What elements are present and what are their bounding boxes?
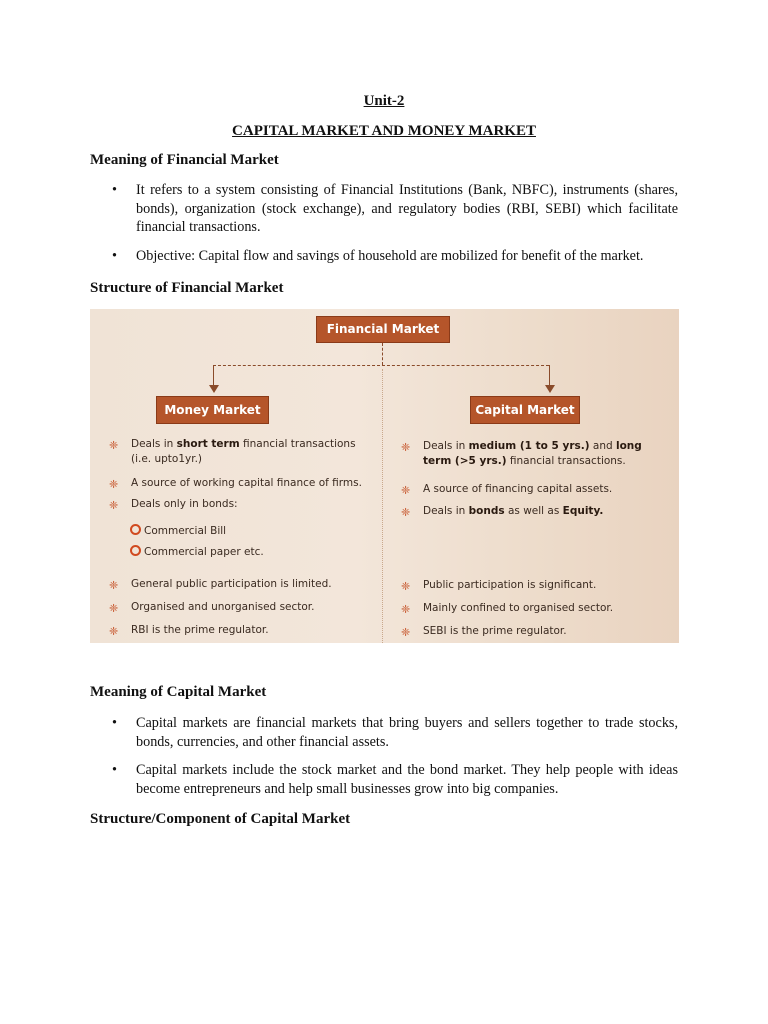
flower-bullet-icon: ❈: [109, 439, 119, 452]
diagram-money-market: Money Market: [156, 396, 269, 424]
heading-structure-financial-market: Structure of Financial Market: [90, 280, 284, 296]
bullet-icon: •: [112, 182, 117, 198]
capital-market-bullets: [90, 714, 678, 808]
divider: [382, 369, 383, 643]
list-item: • Objective: Capital flow and savings of household are mobilized for benefit of the market.: [112, 247, 644, 264]
list-item: • Capital markets include the stock market and the bond market. They help people with ideas become entrepreneurs and help small businesses grow into big companies.: [112, 762, 678, 797]
capital-item-6: ❈ SEBI is the prime regulator.: [401, 625, 567, 639]
flower-bullet-icon: ❈: [401, 580, 411, 593]
list-item: • Capital markets are financial markets that bring buyers and sellers together to trade stocks, bonds, currencies, and other financial assets.: [112, 715, 678, 750]
page-title: CAPITAL MARKET AND MONEY MARKET: [232, 123, 536, 139]
arrow-down-icon: [209, 385, 219, 393]
circle-bullet-icon: [130, 524, 141, 535]
connector-line: [382, 343, 383, 365]
diagram-root-financial-market: Financial Market: [316, 316, 450, 343]
financial-market-bullets: [90, 181, 678, 275]
money-subitem-1: Commercial Bill: [130, 524, 226, 537]
heading-structure-capital-market: Structure/Component of Capital Market: [90, 811, 351, 827]
bullet-icon: •: [112, 715, 117, 731]
flower-bullet-icon: ❈: [401, 626, 411, 639]
capital-item-2: ❈ A source of financing capital assets.: [401, 483, 613, 497]
financial-market-diagram: [90, 309, 679, 643]
flower-bullet-icon: ❈: [109, 478, 119, 491]
connector-line: [213, 365, 549, 366]
circle-bullet-icon: [130, 545, 141, 556]
heading-meaning-capital-market: Meaning of Capital Market: [90, 684, 267, 700]
flower-bullet-icon: ❈: [401, 506, 411, 519]
capital-item-4: ❈ Public participation is significant.: [401, 579, 597, 593]
capital-item-5: ❈ Mainly confined to organised sector.: [401, 602, 614, 616]
flower-bullet-icon: ❈: [109, 602, 119, 615]
flower-bullet-icon: ❈: [109, 579, 119, 592]
connector-line: [213, 365, 214, 387]
money-item-3: ❈ Deals only in bonds:: [109, 498, 238, 512]
money-item-2: ❈ A source of working capital finance of firms.: [109, 477, 362, 491]
capital-item-3: ❈ Deals in bonds as well as Equity.: [401, 505, 604, 519]
diagram-capital-market: Capital Market: [470, 396, 580, 424]
connector-line: [549, 365, 550, 387]
flower-bullet-icon: ❈: [401, 441, 411, 454]
capital-item-1: ❈ Deals in medium (1 to 5 yrs.) and long term (>5 yrs.) financial transactions.: [401, 440, 642, 467]
arrow-down-icon: [545, 385, 555, 393]
money-item-6: ❈ RBI is the prime regulator.: [109, 624, 269, 638]
flower-bullet-icon: ❈: [401, 603, 411, 616]
bullet-icon: •: [112, 762, 117, 778]
flower-bullet-icon: ❈: [109, 625, 119, 638]
money-subitem-2: Commercial paper etc.: [130, 545, 264, 558]
flower-bullet-icon: ❈: [109, 499, 119, 512]
money-item-1: ❈ Deals in short term financial transactions (i.e. upto1yr.): [109, 438, 356, 465]
list-item: • It refers to a system consisting of Financial Institutions (Bank, NBFC), instruments (shares, bonds), organization (stock exchange), and regulatory bodies (RBI, SEBI) which facilitate financial transactions.: [112, 182, 678, 235]
money-item-4: ❈ General public participation is limited.: [109, 578, 332, 592]
money-item-5: ❈ Organised and unorganised sector.: [109, 601, 315, 615]
flower-bullet-icon: ❈: [401, 484, 411, 497]
bullet-icon: •: [112, 247, 117, 264]
unit-heading: Unit-2: [363, 93, 405, 109]
heading-meaning-financial-market: Meaning of Financial Market: [90, 152, 279, 168]
